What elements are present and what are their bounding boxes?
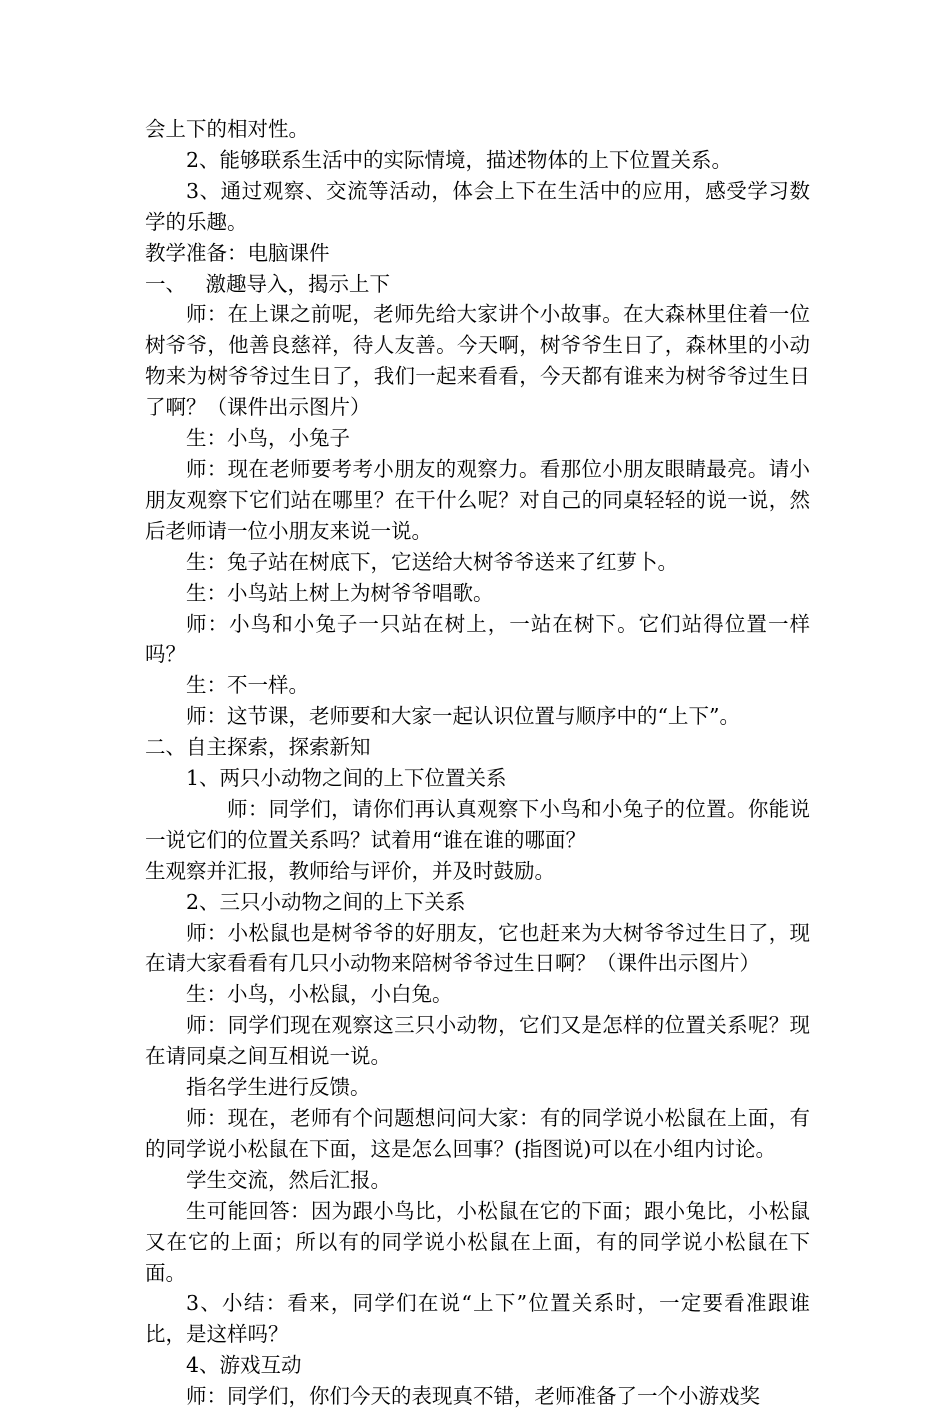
paragraph-teacher-observe: 师：现在老师要考考小朋友的观察力。看那位小朋友眼睛最亮。请小朋友观察下它们站在哪里？在干什么呢？对自己的同桌轻轻的说一说，然后老师请一位小朋友来说一说。 — [145, 456, 810, 543]
section-heading-2: 二、自主探索，探索新知 — [145, 735, 371, 760]
document-body — [145, 114, 810, 1412]
paragraph-objective-1-end: 会上下的相对性。 — [145, 117, 309, 141]
paragraph-objective-3: 3、通过观察、交流等活动，体会上下在生活中的应用，感受学习数学的乐趣。 — [145, 178, 810, 234]
paragraph-feedback: 指名学生进行反馈。 — [186, 1075, 371, 1100]
paragraph-teacher-game: 师：同学们，你们今天的表现真不错，老师准备了一个小游戏奖 — [186, 1384, 760, 1409]
subheading-three-animals: 2、三只小动物之间的上下关系 — [186, 889, 466, 914]
paragraph-student-three: 生：小鸟，小松鼠，小白兔。 — [186, 982, 453, 1007]
paragraph-student-exchange: 学生交流，然后汇报。 — [186, 1167, 391, 1192]
paragraph-teacher-relation: 师：同学们，请你们再认真观察下小鸟和小兔子的位置。你能说一说它们的位置关系吗？试着用“谁在谁的哪面？ — [145, 796, 810, 852]
paragraph-objective-2: 2、能够联系生活中的实际情境，描述物体的上下位置关系。 — [186, 147, 733, 172]
paragraph-teacher-three: 师：同学们现在观察这三只小动物，它们又是怎样的位置关系呢？现在请同桌之间互相说一说。 — [145, 1013, 810, 1069]
paragraph-summary: 3、小结：看来，同学们在说“上下”位置关系时，一定要看准跟谁比，是这样吗？ — [145, 1291, 810, 1347]
paragraph-teacher-squirrel: 师：小松鼠也是树爷爷的好朋友，它也赶来为大树爷爷过生日了，现在请大家看看有几只小动物来陪树爷爷过生日啊？（课件出示图片） — [145, 920, 810, 976]
paragraph-teaching-prep: 教学准备：电脑课件 — [145, 240, 330, 265]
paragraph-student-not-same: 生：不一样。 — [186, 673, 309, 698]
paragraph-student-bird: 生：小鸟站上树上为树爷爷唱歌。 — [186, 580, 494, 605]
subheading-game: 4、游戏互动 — [186, 1353, 302, 1378]
paragraph-student-report: 生观察并汇报，教师给与评价，并及时鼓励。 — [145, 858, 555, 883]
subheading-two-animals: 1、两只小动物之间的上下位置关系 — [186, 766, 507, 791]
paragraph-teacher-question: 师：小鸟和小兔子一只站在树上，一站在树下。它们站得位置一样吗？ — [145, 611, 810, 667]
paragraph-teacher-problem: 师：现在，老师有个问题想问问大家：有的同学说小松鼠在上面，有的同学说小松鼠在下面，这是怎么回事？(指图说)可以在小组内讨论。 — [145, 1106, 810, 1161]
paragraph-student-rabbit: 生：兔子站在树底下，它送给大树爷爷送来了红萝卜。 — [186, 549, 678, 574]
section-heading-1: 一、 激趣导入，揭示上下 — [145, 271, 391, 296]
paragraph-teacher-intro: 师：这节课，老师要和大家一起认识位置与顺序中的“上下”。 — [186, 704, 740, 729]
paragraph-student-answer: 生：小鸟，小兔子 — [186, 426, 350, 451]
paragraph-possible-answer: 生可能回答：因为跟小鸟比，小松鼠在它的下面；跟小兔比，小松鼠又在它的上面；所以有的同学说小松鼠在上面，有的同学说小松鼠在下面。 — [145, 1198, 810, 1285]
paragraph-teacher-story: 师：在上课之前呢，老师先给大家讲个小故事。在大森林里住着一位树爷爷，他善良慈祥，待人友善。今天啊，树爷爷生日了，森林里的小动物来为树爷爷过生日了，我们一起来看看，今天都有谁来为树爷爷过生日了啊？（课件出示图片） — [145, 302, 810, 420]
